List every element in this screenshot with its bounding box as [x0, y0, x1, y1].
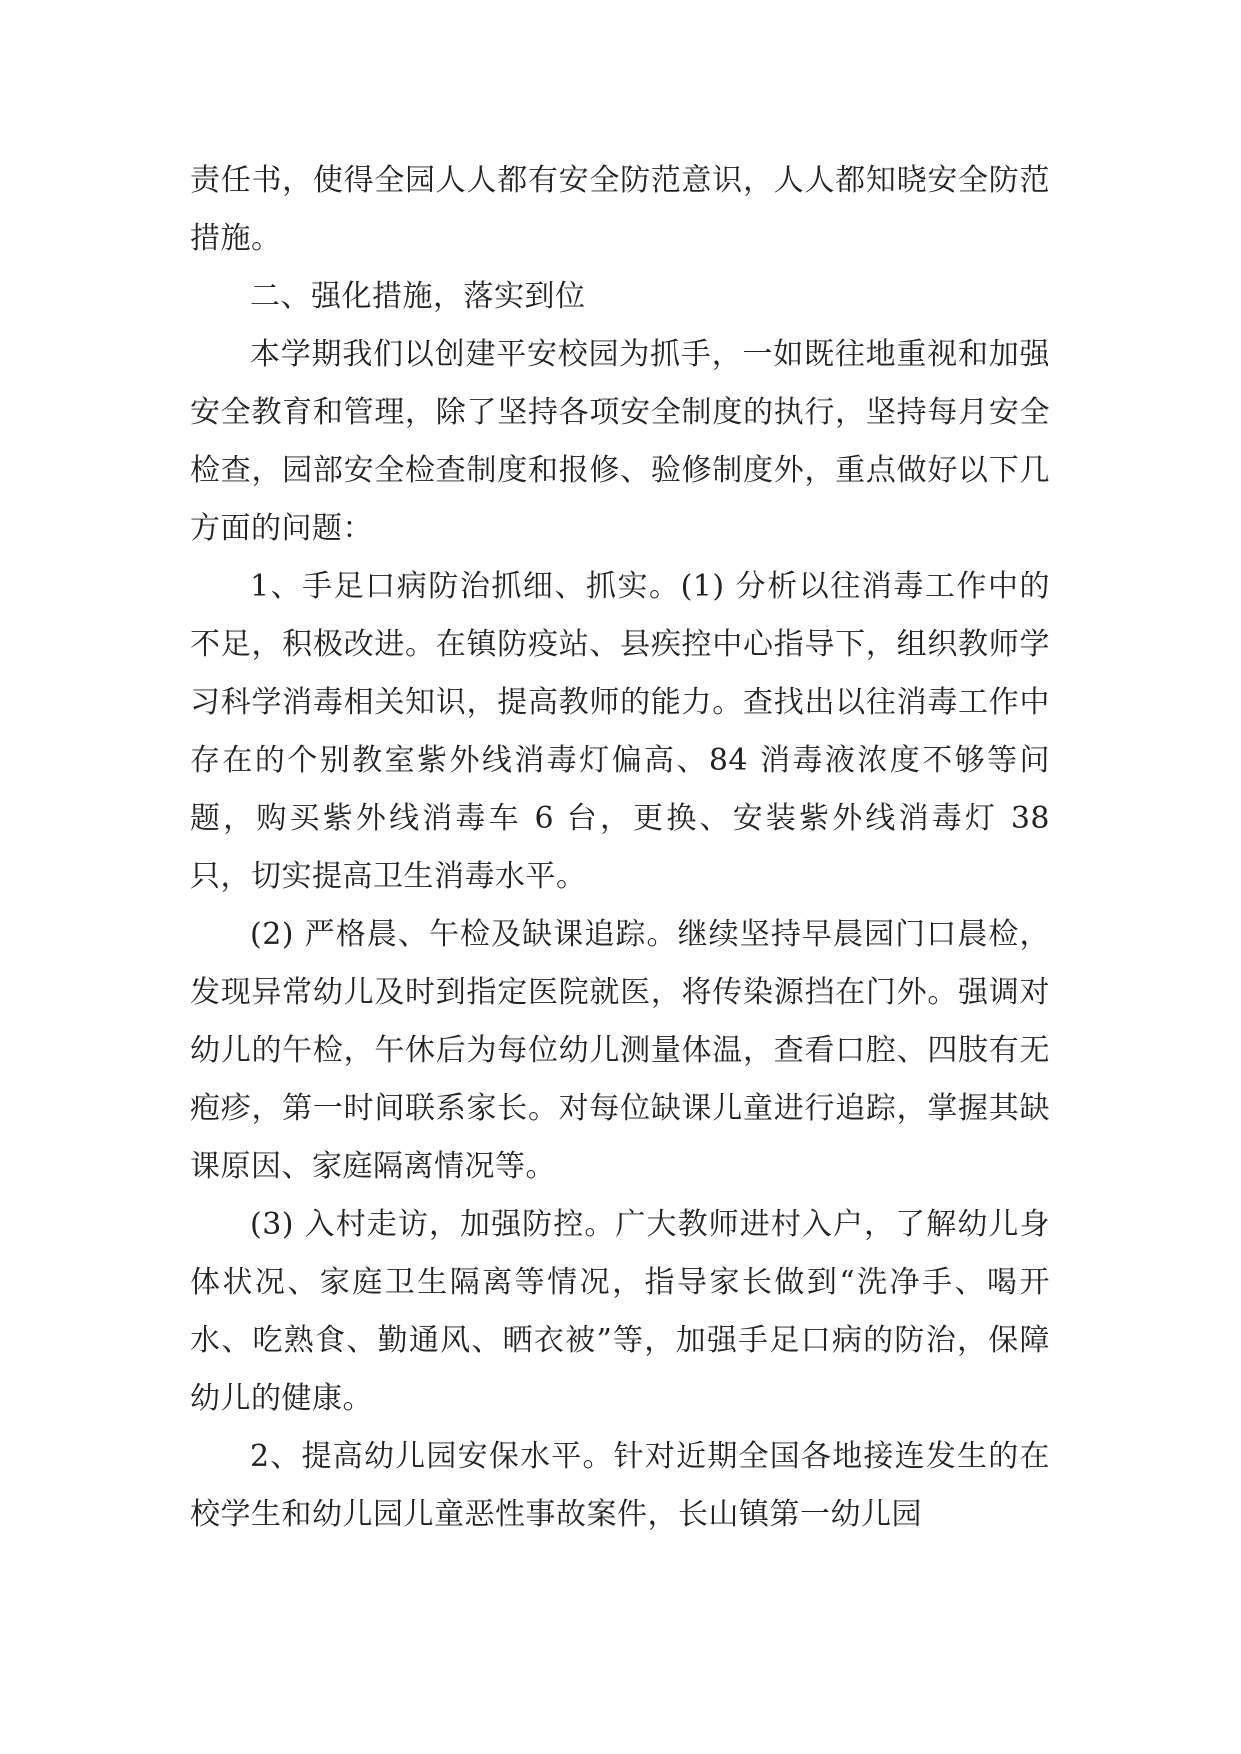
paragraph-hfmd-prevention: 1、手足口病防治抓细、抓实。(1) 分析以往消毒工作中的不足，积极改进。在镇防疫站、县疾控中心指导下，组织教师学习科学消毒相关知识，提高教师的能力。查找出以往消毒工作中存在的个别教室紫外线消毒灯偏高、84 消毒液浓度不够等问题，购买紫外线消毒车 6 台，更换、安装紫外线消毒灯 38 只，切实提高卫生消毒水平。	[190, 569, 1050, 894]
paragraph-security-level: 2、提高幼儿园安保水平。针对近期全国各地接连发生的在校学生和幼儿园儿童恶性事故案件，长山镇第一幼儿园	[190, 1439, 1050, 1532]
paragraph-responsibility: 责任书，使得全园人人都有安全防范意识，人人都知晓安全防范措施。	[190, 163, 1050, 256]
section-heading: 二、强化措施，落实到位	[250, 279, 586, 314]
paragraph-village-visit: (3) 入村走访，加强防控。广大教师进村入户，了解幼儿身体状况、家庭卫生隔离等情况，指导家长做到“洗净手、喝开水、吃熟食、勤通风、晒衣被”等，加强手足口病的防治，保障幼儿的健康。	[190, 1207, 1050, 1416]
document-body	[190, 152, 1050, 1544]
paragraph-morning-check: (2) 严格晨、午检及缺课追踪。继续坚持早晨园门口晨检，发现异常幼儿及时到指定医院就医，将传染源挡在门外。强调对幼儿的午检，午休后为每位幼儿测量体温，查看口腔、四肢有无疱疹，第一时间联系家长。对每位缺课儿童进行追踪，掌握其缺课原因、家庭隔离情况等。	[190, 917, 1050, 1184]
paragraph-semester-intro: 本学期我们以创建平安校园为抓手，一如既往地重视和加强安全教育和管理，除了坚持各项安全制度的执行，坚持每月安全检查，园部安全检查制度和报修、验修制度外，重点做好以下几方面的问题：	[190, 337, 1050, 546]
